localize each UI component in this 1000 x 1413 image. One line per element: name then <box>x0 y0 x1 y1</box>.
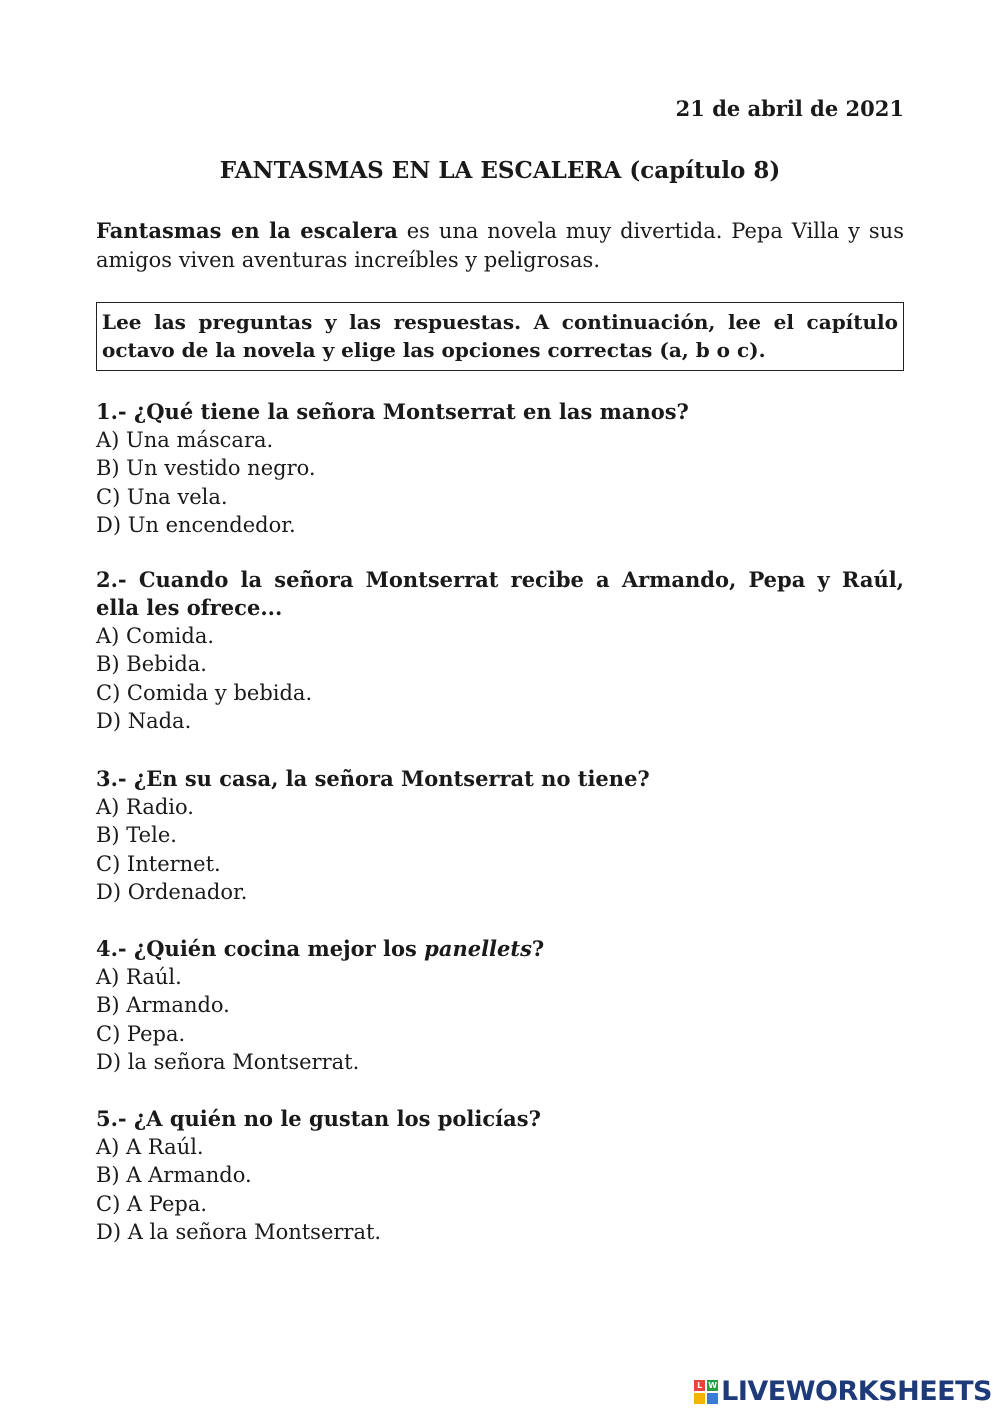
option-b[interactable]: B) Armando. <box>96 993 230 1018</box>
intro-book-title: Fantasmas en la escalera <box>96 218 398 243</box>
book-term: panellets <box>424 936 532 961</box>
page-title: FANTASMAS EN LA ESCALERA (capítulo 8) <box>219 157 781 184</box>
option-c[interactable]: C) Pepa. <box>96 1021 186 1046</box>
option-d[interactable]: D) Nada. <box>96 708 192 733</box>
question-3 <box>96 765 904 906</box>
question-2 <box>96 566 904 735</box>
option-a[interactable]: A) A Raúl. <box>96 1135 204 1159</box>
brand-name: LIVEWORKSHEETS <box>721 1376 992 1407</box>
question-4 <box>96 935 904 1076</box>
logo-square: W <box>708 1380 718 1390</box>
question-1 <box>96 398 904 539</box>
question-5 <box>96 1105 904 1246</box>
question-text: 2.- Cuando la señora Montserrat recibe a Armando, Pepa y Raúl, ella les ofrece... <box>96 567 904 620</box>
option-b[interactable]: B) Un vestido negro. <box>96 456 316 481</box>
logo-square: L <box>694 1380 705 1391</box>
logo-square <box>707 1393 718 1404</box>
option-d[interactable]: D) la señora Montserrat. <box>96 1049 360 1074</box>
option-c[interactable]: C) A Pepa. <box>96 1191 208 1216</box>
question-text: 5.- ¿A quién no le gustan los policías? <box>96 1106 541 1131</box>
instructions-box: Lee las preguntas y las respuestas. A continuación, lee el capítulo octavo de la novela y elige las opciones correctas (a, b o c). <box>96 302 904 371</box>
question-text: 1.- ¿Qué tiene la señora Montserrat en las manos? <box>96 399 689 424</box>
option-c[interactable]: C) Comida y bebida. <box>96 680 313 705</box>
option-b[interactable]: B) Bebida. <box>96 652 207 677</box>
option-d[interactable]: D) A la señora Montserrat. <box>96 1219 382 1244</box>
question-text: 4.- ¿Quién cocina mejor los panellets? <box>96 936 545 961</box>
option-c[interactable]: C) Una vela. <box>96 484 228 509</box>
logo-square <box>694 1393 705 1404</box>
logo-icon <box>694 1380 718 1404</box>
intro-text: es una novela muy divertida. Pepa Villa y sus amigos viven aventuras increíbles y peligrosas. <box>96 219 904 272</box>
intro-paragraph <box>96 216 904 275</box>
option-a[interactable]: A) Comida. <box>96 624 215 648</box>
date: 21 de abril de 2021 <box>675 96 904 121</box>
option-d[interactable]: D) Un encendedor. <box>96 512 296 537</box>
option-c[interactable]: C) Internet. <box>96 851 221 876</box>
question-text: 3.- ¿En su casa, la señora Montserrat no tiene? <box>96 766 650 791</box>
option-b[interactable]: B) A Armando. <box>96 1163 252 1188</box>
option-a[interactable]: A) Una máscara. <box>96 428 274 452</box>
option-a[interactable]: A) Radio. <box>96 795 194 819</box>
option-d[interactable]: D) Ordenador. <box>96 879 248 904</box>
option-a[interactable]: A) Raúl. <box>96 965 182 989</box>
liveworksheets-logo[interactable] <box>694 1376 992 1407</box>
option-b[interactable]: B) Tele. <box>96 823 177 848</box>
